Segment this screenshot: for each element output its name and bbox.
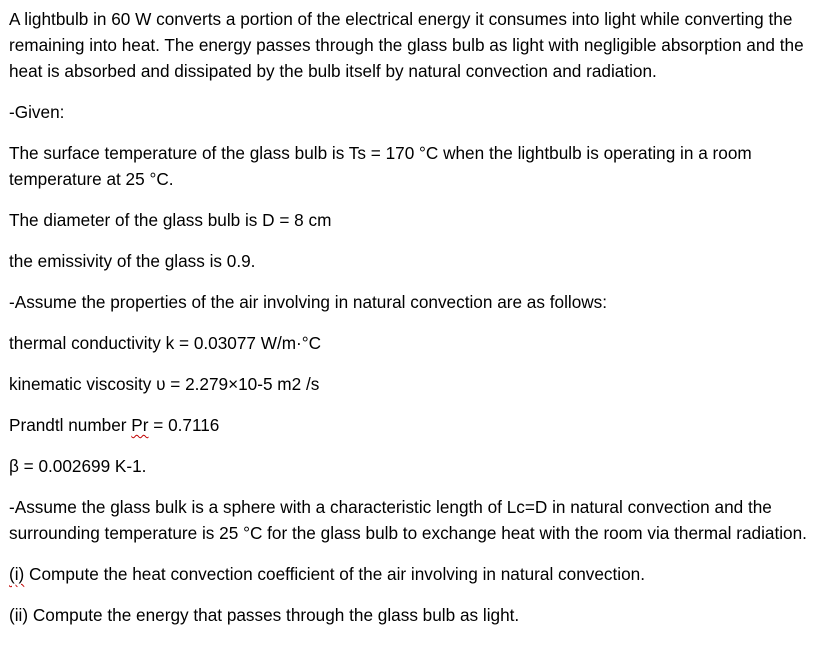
question-one-text: Compute the heat convection coefficient of the air involving in natural convection. bbox=[24, 564, 645, 584]
surface-temperature-line: The surface temperature of the glass bulb is Ts = 170 °C when the lightbulb is operating in a room temperature at 25 °C. bbox=[9, 143, 752, 189]
thermal-conductivity-line: thermal conductivity k = 0.03077 W/m·°C bbox=[9, 333, 322, 353]
prandtl-number-line bbox=[9, 412, 831, 438]
question-one bbox=[9, 561, 831, 587]
question-two: (ii) Compute the energy that passes through the glass bulb as light. bbox=[9, 605, 520, 625]
intro-paragraph: A lightbulb in 60 W converts a portion of the electrical energy it consumes into light while converting the remaining into heat. The energy passes through the glass bulb as light with negligible absorption and the heat is absorbed and dissipated by the bulb itself by natural convection and radiation. bbox=[9, 9, 804, 81]
assume-sphere-paragraph: -Assume the glass bulk is a sphere with a characteristic length of Lc=D in natural convection and the surrounding temperature is 25 °C for the glass bulb to exchange heat with the room via thermal radiation. bbox=[9, 497, 807, 543]
prandtl-symbol-spellcheck: Pr bbox=[131, 415, 149, 435]
assume-air-properties: -Assume the properties of the air involving in natural convection are as follows: bbox=[9, 292, 608, 312]
prandtl-prefix: Prandtl number bbox=[9, 415, 132, 435]
diameter-line: The diameter of the glass bulb is D = 8 cm bbox=[9, 210, 332, 230]
kinematic-viscosity-line: kinematic viscosity υ = 2.279×10-5 m2 /s bbox=[9, 374, 320, 394]
emissivity-line: the emissivity of the glass is 0.9. bbox=[9, 251, 256, 271]
beta-line: β = 0.002699 K-1. bbox=[9, 456, 147, 476]
given-heading: -Given: bbox=[9, 102, 65, 122]
question-one-label: (i) bbox=[9, 564, 25, 584]
prandtl-value: = 0.7116 bbox=[148, 415, 220, 435]
